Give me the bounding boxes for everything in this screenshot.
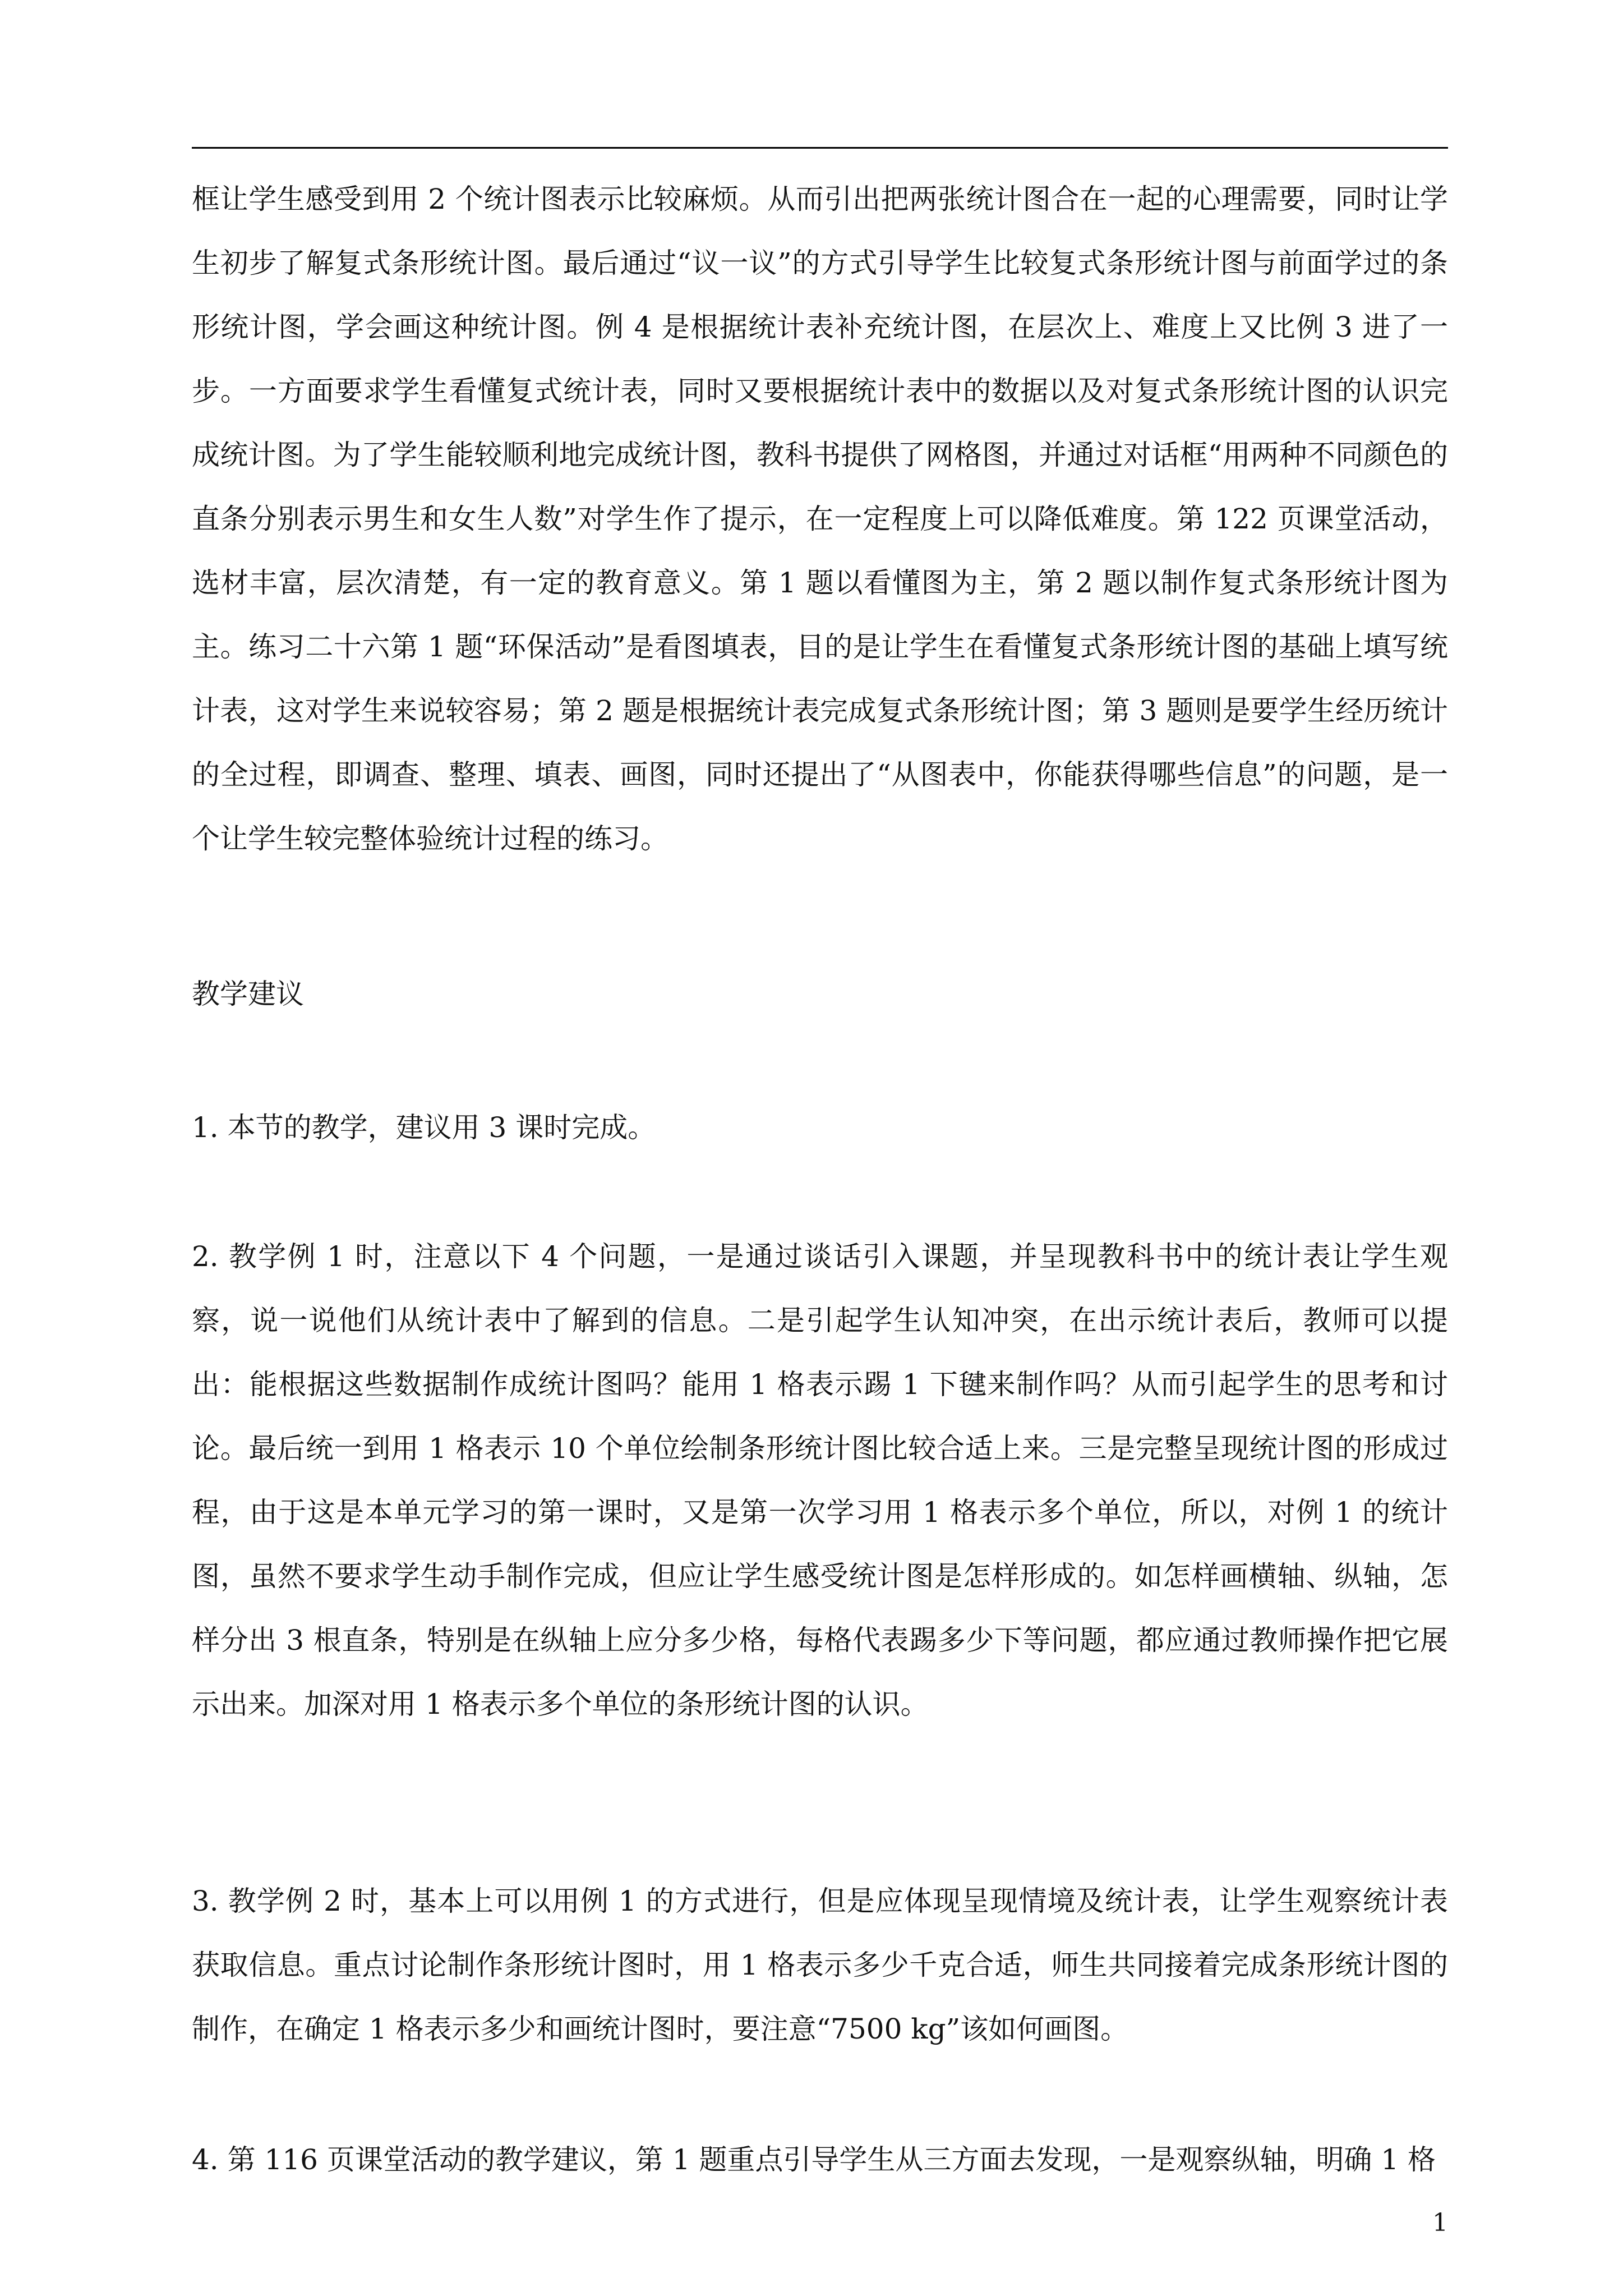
body-paragraph: 框让学生感受到用 2 个统计图表示比较麻烦。从而引出把两张统计图合在一起的心理需要，同时让学生初步了解复式条形统计图。最后通过“议一议”的方式引导学生比较复式条形统计图与前面学过的条形统计图，学会画这种统计图。例 4 是根据统计表补充统计图，在层次上、难度上又比例 3 进了一步。一方面要求学生看懂复式统计表，同时又要根据统计表中的数据以及对复式条形统计图的认识完成统计图。为了学生能较顺利地完成统计图，教科书提供了网格图，并通过对话框“用两种不同颜色的直条分别表示男生和女生人数”对学生作了提示，在一定程度上可以降低难度。第 122 页课堂活动，选材丰富，层次清楚，有一定的教育意义。第 1 题以看懂图为主，第 2 题以制作复式条形统计图为主。练习二十六第 1 题“环保活动”是看图填表，目的是让学生在看懂复式条形统计图的基础上填写统计表，这对学生来说较容易；第 2 题是根据统计表完成复式条形统计图；第 3 题则是要学生经历统计的全过程，即调查、整理、填表、画图，同时还提出了“从图表中，你能获得哪些信息”的问题，是一个让学生较完整体验统计过程的练习。 <box>192 183 1448 855</box>
section-heading: 教学建议 <box>192 978 304 1010</box>
suggestion-item-1: 1. 本节的教学，建议用 3 课时完成。 <box>192 1111 656 1144</box>
suggestion-item-4: 4. 第 116 页课堂活动的教学建议，第 1 题重点引导学生从三方面去发现，一是观察纵轴，明确 1 格 <box>192 2143 1436 2176</box>
suggestion-item-2: 2. 教学例 1 时，注意以下 4 个问题，一是通过谈话引入课题，并呈现教科书中的统计表让学生观察，说一说他们从统计表中了解到的信息。二是引起学生认知冲突，在出示统计表后，教师可以提出：能根据这些数据制作成统计图吗？能用 1 格表示踢 1 下毽来制作吗？从而引起学生的思考和讨论。最后统一到用 1 格表示 10 个单位绘制条形统计图比较合适上来。三是完整呈现统计图的形成过程，由于这是本单元学习的第一课时，又是第一次学习用 1 格表示多个单位，所以，对例 1 的统计图，虽然不要求学生动手制作完成，但应让学生感受统计图是怎样形成的。如怎样画横轴、纵轴，怎样分出 3 根直条，特别是在纵轴上应分多少格，每格代表踢多少下等问题，都应通过教师操作把它展示出来。加深对用 1 格表示多个单位的条形统计图的认识。 <box>192 1240 1448 1720</box>
header-rule <box>192 147 1448 149</box>
suggestion-item-3: 3. 教学例 2 时，基本上可以用例 1 的方式进行，但是应体现呈现情境及统计表，让学生观察统计表获取信息。重点讨论制作条形统计图时，用 1 格表示多少千克合适，师生共同接着完成条形统计图的制作，在确定 1 格表示多少和画统计图时，要注意“7500 kg”该如何画图。 <box>192 1885 1448 2045</box>
page-number: 1 <box>1432 2208 1448 2237</box>
